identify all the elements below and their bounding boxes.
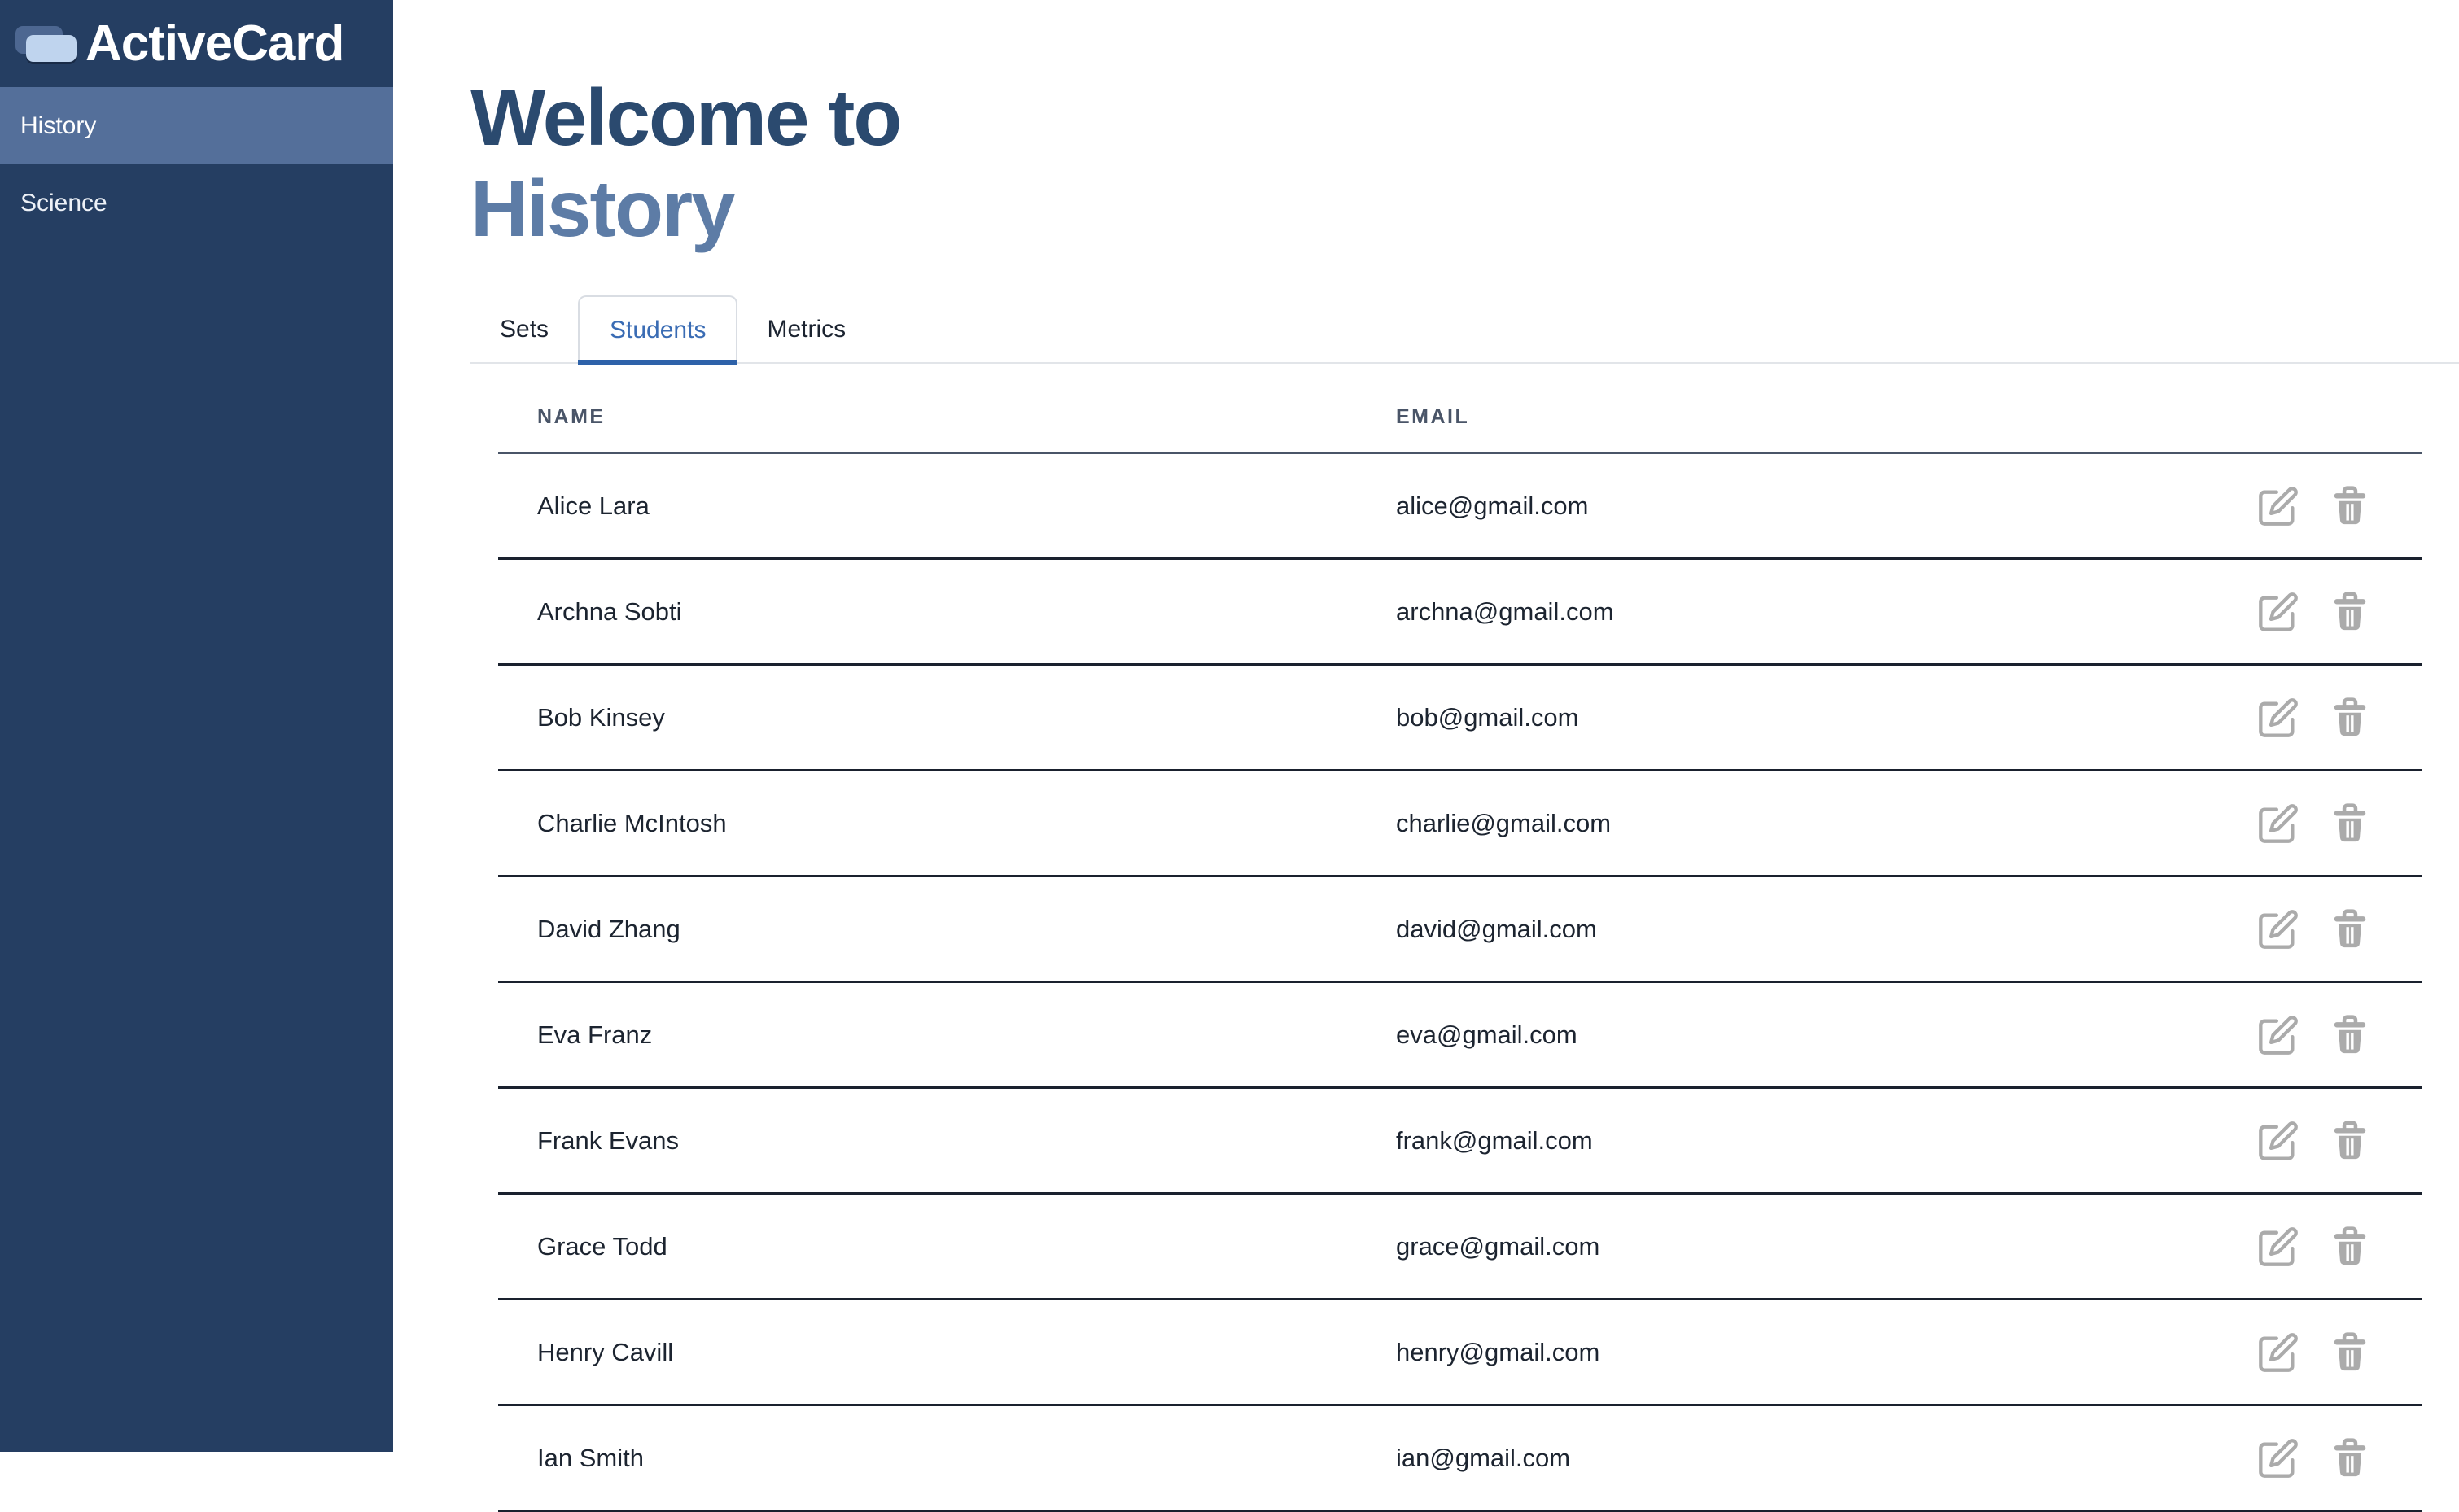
table-row — [498, 454, 2422, 560]
delete-button[interactable] — [2329, 591, 2371, 633]
pencil-square-icon — [2257, 1014, 2299, 1056]
delete-button[interactable] — [2329, 697, 2371, 739]
row-actions — [2255, 802, 2422, 845]
trash-icon — [2329, 1014, 2371, 1056]
pencil-square-icon — [2257, 908, 2299, 950]
row-actions — [2255, 591, 2422, 633]
row-actions — [2255, 1120, 2422, 1162]
student-email-cell: archna@gmail.com — [1396, 596, 1614, 626]
student-name-cell: Eva Franz — [537, 1020, 653, 1049]
delete-button[interactable] — [2329, 485, 2371, 527]
tab-metrics[interactable] — [737, 295, 875, 364]
app-title: ActiveCard — [85, 15, 344, 72]
student-name-cell: Archna Sobti — [537, 596, 682, 626]
edit-button[interactable] — [2257, 1014, 2299, 1056]
student-email-cell: eva@gmail.com — [1396, 1020, 1577, 1049]
table-row — [498, 771, 2422, 877]
delete-button[interactable] — [2329, 1437, 2371, 1479]
page-title-line1: Welcome to — [470, 72, 901, 162]
pencil-square-icon — [2257, 1120, 2299, 1162]
student-email-cell: bob@gmail.com — [1396, 702, 1579, 732]
student-name-cell: Charlie McIntosh — [537, 808, 727, 837]
students-table — [498, 364, 2422, 1512]
edit-button[interactable] — [2257, 1120, 2299, 1162]
tab-bar — [470, 295, 2440, 364]
student-email-cell: frank@gmail.com — [1396, 1125, 1593, 1155]
trash-icon — [2329, 1437, 2371, 1479]
student-name-cell: Grace Todd — [537, 1231, 667, 1261]
row-actions — [2255, 1437, 2422, 1479]
delete-button[interactable] — [2329, 1226, 2371, 1268]
row-actions — [2255, 908, 2422, 950]
tab-students[interactable] — [578, 295, 737, 364]
sidebar — [0, 0, 393, 1452]
sidebar-item-history[interactable] — [0, 87, 393, 164]
table-row — [498, 1089, 2422, 1195]
table-body — [498, 454, 2422, 1512]
stacked-cards-icon — [15, 23, 81, 65]
edit-button[interactable] — [2257, 1331, 2299, 1374]
student-email-cell: david@gmail.com — [1396, 914, 1597, 943]
edit-button[interactable] — [2257, 802, 2299, 845]
student-email-cell: ian@gmail.com — [1396, 1443, 1571, 1472]
delete-button[interactable] — [2329, 802, 2371, 845]
page-title — [470, 72, 2440, 254]
table-row — [498, 877, 2422, 983]
trash-icon — [2329, 1120, 2371, 1162]
edit-button[interactable] — [2257, 1437, 2299, 1479]
trash-icon — [2329, 908, 2371, 950]
edit-button[interactable] — [2257, 908, 2299, 950]
table-row — [498, 1195, 2422, 1300]
table-row — [498, 1300, 2422, 1406]
sidebar-item-science[interactable] — [0, 164, 393, 242]
edit-button[interactable] — [2257, 697, 2299, 739]
page-title-line2: History — [470, 164, 734, 253]
delete-button[interactable] — [2329, 1120, 2371, 1162]
app-logo — [0, 0, 393, 87]
pencil-square-icon — [2257, 1331, 2299, 1374]
student-name-cell: Henry Cavill — [537, 1337, 674, 1366]
logo-card-front — [26, 35, 77, 62]
table-row — [498, 560, 2422, 666]
row-actions — [2255, 1014, 2422, 1056]
student-email-cell: alice@gmail.com — [1396, 491, 1589, 520]
table-header-row — [498, 364, 2422, 454]
trash-icon — [2329, 1226, 2371, 1268]
column-header-name: NAME — [537, 404, 606, 428]
trash-icon — [2329, 802, 2371, 845]
student-name-cell: Frank Evans — [537, 1125, 680, 1155]
trash-icon — [2329, 1331, 2371, 1374]
trash-icon — [2329, 591, 2371, 633]
student-name-cell: Bob Kinsey — [537, 702, 665, 732]
table-row — [498, 666, 2422, 771]
tab-label: Sets — [500, 316, 549, 343]
pencil-square-icon — [2257, 485, 2299, 527]
pencil-square-icon — [2257, 697, 2299, 739]
edit-button[interactable] — [2257, 591, 2299, 633]
table-row — [498, 1406, 2422, 1512]
pencil-square-icon — [2257, 1226, 2299, 1268]
edit-button[interactable] — [2257, 485, 2299, 527]
trash-icon — [2329, 697, 2371, 739]
sidebar-item-label: Science — [20, 189, 107, 216]
student-name-cell: Alice Lara — [537, 491, 650, 520]
student-email-cell: charlie@gmail.com — [1396, 808, 1612, 837]
tab-label: Metrics — [767, 316, 847, 343]
pencil-square-icon — [2257, 591, 2299, 633]
delete-button[interactable] — [2329, 1331, 2371, 1374]
row-actions — [2255, 1226, 2422, 1268]
sidebar-nav — [0, 87, 393, 242]
student-name-cell: Ian Smith — [537, 1443, 644, 1472]
tab-sets[interactable] — [470, 295, 578, 364]
student-email-cell: henry@gmail.com — [1396, 1337, 1600, 1366]
column-header-email: EMAIL — [1396, 404, 1470, 428]
sidebar-item-label: History — [20, 111, 97, 139]
pencil-square-icon — [2257, 1437, 2299, 1479]
trash-icon — [2329, 485, 2371, 527]
delete-button[interactable] — [2329, 908, 2371, 950]
edit-button[interactable] — [2257, 1226, 2299, 1268]
student-name-cell: David Zhang — [537, 914, 680, 943]
main-content — [393, 0, 2440, 1512]
pencil-square-icon — [2257, 802, 2299, 845]
row-actions — [2255, 485, 2422, 527]
tab-label: Students — [610, 317, 707, 343]
row-actions — [2255, 697, 2422, 739]
row-actions — [2255, 1331, 2422, 1374]
table-row — [498, 983, 2422, 1089]
delete-button[interactable] — [2329, 1014, 2371, 1056]
student-email-cell: grace@gmail.com — [1396, 1231, 1600, 1261]
